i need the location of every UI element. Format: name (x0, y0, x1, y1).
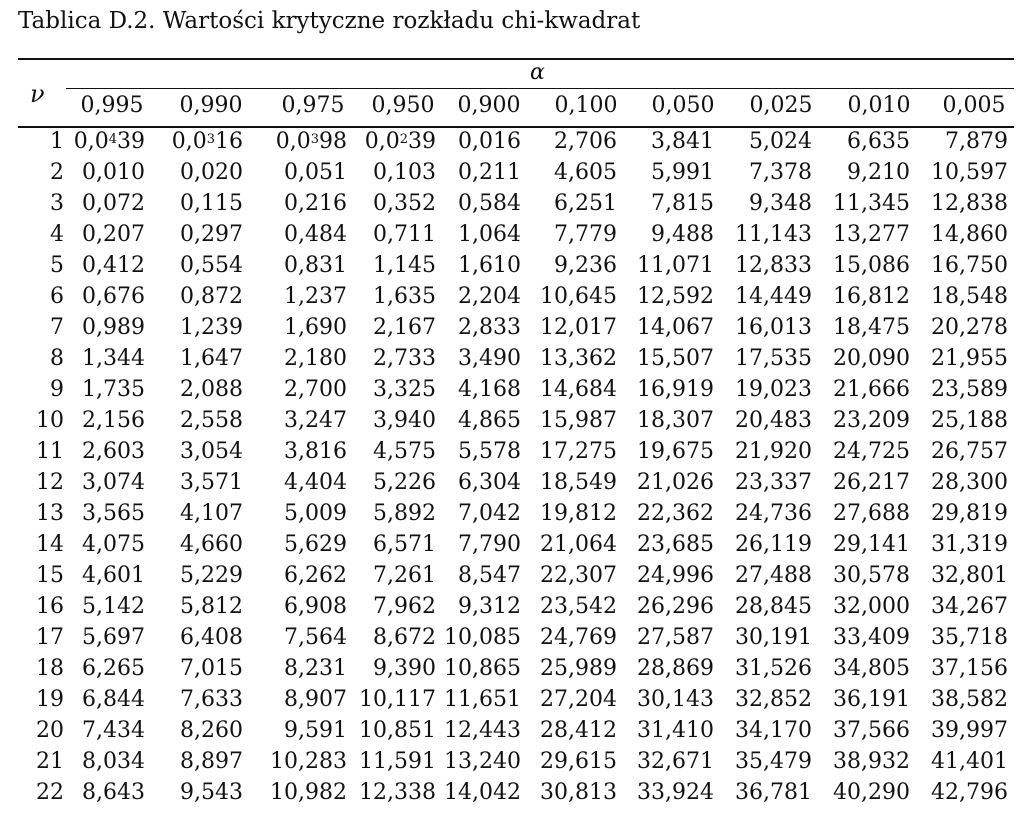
column-header: 0,950 (371, 93, 435, 118)
table-cell: 4,601 (82, 563, 145, 588)
table-cell: 2,180 (284, 346, 347, 371)
table-cell: 11,591 (359, 749, 436, 774)
table-cell: 4,605 (554, 160, 617, 185)
table-cell: 7,261 (373, 563, 436, 588)
table-cell: 28,845 (735, 594, 812, 619)
row-label: 4 (50, 222, 64, 247)
table-cell: 9,348 (749, 191, 812, 216)
row-label: 21 (36, 749, 64, 774)
table-cell: 3,247 (284, 408, 347, 433)
table-cell: 10,117 (359, 687, 436, 712)
table-cell: 39,997 (931, 718, 1008, 743)
table-cell: 6,408 (180, 625, 243, 650)
cell-prefix: 0,0 (73, 129, 109, 154)
table-cell: 33,409 (833, 625, 910, 650)
table-cell: 30,191 (735, 625, 812, 650)
table-cell: 42,796 (931, 780, 1008, 805)
top-rule (18, 58, 1014, 60)
table-cell: 24,725 (833, 439, 910, 464)
table-cell: 12,833 (735, 253, 812, 278)
table-cell: 34,805 (833, 656, 910, 681)
alpha-header: α (530, 60, 545, 85)
column-header: 0,990 (179, 93, 243, 118)
table-cell: 23,209 (833, 408, 910, 433)
table-cell: 9,591 (284, 718, 347, 743)
table-cell: 8,260 (180, 718, 243, 743)
cell-suffix: 39 (408, 129, 436, 154)
table-cell: 8,897 (180, 749, 243, 774)
table-cell: 6,908 (284, 594, 347, 619)
table-cell: 0,676 (82, 284, 145, 309)
table-cell: 37,156 (931, 656, 1008, 681)
table-cell: 12,443 (444, 718, 521, 743)
cell-suffix: 16 (215, 129, 243, 154)
table-cell: 1,647 (180, 346, 243, 371)
nu-header: ν (30, 80, 45, 108)
row-label: 2 (50, 160, 64, 185)
table-cell: 5,629 (284, 532, 347, 557)
table-cell: 14,449 (735, 284, 812, 309)
table-cell: 31,526 (735, 656, 812, 681)
table-cell: 0,989 (82, 315, 145, 340)
table-cell: 3,054 (180, 439, 243, 464)
table-cell: 2,558 (180, 408, 243, 433)
table-cell: 11,143 (735, 222, 812, 247)
table-cell: 3,816 (284, 439, 347, 464)
table-cell: 7,790 (458, 532, 521, 557)
row-label: 9 (50, 377, 64, 402)
table-cell: 15,507 (637, 346, 714, 371)
table-cell: 10,085 (444, 625, 521, 650)
table-cell: 5,009 (284, 501, 347, 526)
table-cell: 10,645 (540, 284, 617, 309)
cell-prefix: 0,0 (171, 129, 207, 154)
table-cell: 12,338 (359, 780, 436, 805)
table-cell: 1,237 (284, 284, 347, 309)
table-cell: 0,016 (458, 129, 521, 154)
table-cell: 21,666 (833, 377, 910, 402)
table-cell: 13,240 (444, 749, 521, 774)
table-cell: 3,571 (180, 470, 243, 495)
table-cell: 2,700 (284, 377, 347, 402)
table-cell: 7,779 (554, 222, 617, 247)
table-cell: 34,170 (735, 718, 812, 743)
table-cell: 7,962 (373, 594, 436, 619)
table-title: Tablica D.2. Wartości krytyczne rozkładu chi-kwadrat (18, 8, 641, 34)
table-cell: 23,685 (637, 532, 714, 557)
table-cell: 6,265 (82, 656, 145, 681)
table-cell: 29,819 (931, 501, 1008, 526)
table-cell: 5,024 (749, 129, 812, 154)
table-cell: 6,262 (284, 563, 347, 588)
table-cell: 17,535 (735, 346, 812, 371)
table-cell: 1,064 (458, 222, 521, 247)
table-cell: 38,932 (833, 749, 910, 774)
table-cell: 15,987 (540, 408, 617, 433)
table-cell: 8,907 (284, 687, 347, 712)
table-cell: 9,543 (180, 780, 243, 805)
table-cell: 32,852 (735, 687, 812, 712)
table-cell (74, 127, 145, 157)
table-cell: 0,872 (180, 284, 243, 309)
column-header: 0,010 (847, 93, 911, 118)
table-cell: 23,542 (540, 594, 617, 619)
table-cell: 22,362 (637, 501, 714, 526)
table-cell: 0,010 (82, 160, 145, 185)
table-cell: 1,635 (373, 284, 436, 309)
table-cell: 8,231 (284, 656, 347, 681)
table-cell: 16,919 (637, 377, 714, 402)
table-cell: 7,378 (749, 160, 812, 185)
table-cell: 3,325 (373, 377, 436, 402)
table-cell: 3,841 (651, 129, 714, 154)
table-cell (276, 127, 347, 157)
table-cell: 21,064 (540, 532, 617, 557)
table-cell: 14,042 (444, 780, 521, 805)
table-cell: 10,865 (444, 656, 521, 681)
table-cell: 8,643 (82, 780, 145, 805)
column-header: 0,995 (80, 93, 144, 118)
table-cell: 6,304 (458, 470, 521, 495)
row-label: 10 (36, 408, 64, 433)
table-cell: 7,434 (82, 718, 145, 743)
table-cell: 16,812 (833, 284, 910, 309)
table-cell: 30,143 (637, 687, 714, 712)
table-cell: 16,013 (735, 315, 812, 340)
table-cell: 3,940 (373, 408, 436, 433)
table-cell: 17,275 (540, 439, 617, 464)
table-cell: 0,584 (458, 191, 521, 216)
table-cell: 23,337 (735, 470, 812, 495)
table-cell: 0,297 (180, 222, 243, 247)
table-cell: 8,034 (82, 749, 145, 774)
table-cell: 21,026 (637, 470, 714, 495)
table-cell: 1,610 (458, 253, 521, 278)
table-cell: 14,860 (931, 222, 1008, 247)
table-cell: 35,479 (735, 749, 812, 774)
table-cell: 4,575 (373, 439, 436, 464)
table-cell: 2,167 (373, 315, 436, 340)
table-cell: 0,072 (82, 191, 145, 216)
table-cell: 14,684 (540, 377, 617, 402)
table-cell: 10,851 (359, 718, 436, 743)
table-cell: 7,015 (180, 656, 243, 681)
table-cell: 7,633 (180, 687, 243, 712)
table-cell: 2,204 (458, 284, 521, 309)
row-label: 5 (50, 253, 64, 278)
table-cell: 23,589 (931, 377, 1008, 402)
table-cell: 19,675 (637, 439, 714, 464)
table-cell: 3,490 (458, 346, 521, 371)
table-cell: 0,211 (458, 160, 521, 185)
table-cell: 33,924 (637, 780, 714, 805)
row-label: 11 (36, 439, 64, 464)
row-label: 19 (36, 687, 64, 712)
column-header: 0,100 (554, 93, 618, 118)
row-label: 7 (50, 315, 64, 340)
table-cell (172, 127, 243, 157)
cell-exponent: 4 (108, 132, 117, 147)
table-cell: 11,651 (444, 687, 521, 712)
table-cell: 24,996 (637, 563, 714, 588)
table-cell: 7,042 (458, 501, 521, 526)
table-cell: 6,571 (373, 532, 436, 557)
table-cell: 40,290 (833, 780, 910, 805)
table-cell: 5,892 (373, 501, 436, 526)
row-label: 20 (36, 718, 64, 743)
table-cell: 36,781 (735, 780, 812, 805)
table-cell: 5,142 (82, 594, 145, 619)
table-cell: 18,475 (833, 315, 910, 340)
row-label: 15 (36, 563, 64, 588)
table-cell: 26,119 (735, 532, 812, 557)
table-cell: 27,688 (833, 501, 910, 526)
table-cell: 26,217 (833, 470, 910, 495)
table-cell: 13,277 (833, 222, 910, 247)
table-cell: 4,168 (458, 377, 521, 402)
table-cell: 12,592 (637, 284, 714, 309)
row-label: 8 (50, 346, 64, 371)
table-cell: 2,603 (82, 439, 145, 464)
cell-exponent: 3 (310, 132, 319, 147)
column-header: 0,050 (651, 93, 715, 118)
table-cell: 0,115 (180, 191, 243, 216)
table-cell: 24,736 (735, 501, 812, 526)
row-label: 16 (36, 594, 64, 619)
table-cell: 7,815 (651, 191, 714, 216)
table-cell: 0,103 (373, 160, 436, 185)
table-cell: 14,067 (637, 315, 714, 340)
table-cell: 18,307 (637, 408, 714, 433)
table-cell: 29,615 (540, 749, 617, 774)
table-cell: 19,023 (735, 377, 812, 402)
table-cell: 8,547 (458, 563, 521, 588)
table-cell: 6,635 (847, 129, 910, 154)
cell-prefix: 0,0 (364, 129, 400, 154)
table-cell: 24,769 (540, 625, 617, 650)
table-cell: 36,191 (833, 687, 910, 712)
table-cell: 5,229 (180, 563, 243, 588)
table-cell: 0,207 (82, 222, 145, 247)
table-cell: 0,554 (180, 253, 243, 278)
table-cell: 26,757 (931, 439, 1008, 464)
table-cell: 6,844 (82, 687, 145, 712)
table-cell: 2,833 (458, 315, 521, 340)
table-cell: 26,296 (637, 594, 714, 619)
table-cell: 21,920 (735, 439, 812, 464)
table-cell: 27,488 (735, 563, 812, 588)
table-cell: 11,345 (833, 191, 910, 216)
table-cell: 18,548 (931, 284, 1008, 309)
table-cell: 20,278 (931, 315, 1008, 340)
cell-suffix: 98 (319, 129, 347, 154)
table-cell: 9,210 (847, 160, 910, 185)
column-header: 0,025 (749, 93, 813, 118)
table-cell: 2,733 (373, 346, 436, 371)
table-cell: 7,879 (945, 129, 1008, 154)
table-cell: 1,735 (82, 377, 145, 402)
table-cell: 32,000 (833, 594, 910, 619)
table-cell: 38,582 (931, 687, 1008, 712)
table-cell: 10,283 (270, 749, 347, 774)
table-cell: 4,075 (82, 532, 145, 557)
column-header: 0,975 (281, 93, 345, 118)
table-cell: 8,672 (373, 625, 436, 650)
table-cell: 19,812 (540, 501, 617, 526)
table-cell: 31,410 (637, 718, 714, 743)
table-cell: 0,711 (373, 222, 436, 247)
table-cell: 10,982 (270, 780, 347, 805)
table-cell: 5,812 (180, 594, 243, 619)
table-cell: 0,216 (284, 191, 347, 216)
table-cell: 32,801 (931, 563, 1008, 588)
table-cell: 1,239 (180, 315, 243, 340)
table-cell: 20,483 (735, 408, 812, 433)
table-cell: 3,565 (82, 501, 145, 526)
table-cell: 35,718 (931, 625, 1008, 650)
table-cell: 32,671 (637, 749, 714, 774)
alpha-rule (66, 88, 1014, 89)
table-cell: 9,312 (458, 594, 521, 619)
table-cell (365, 127, 436, 157)
table-cell: 15,086 (833, 253, 910, 278)
cell-exponent: 3 (206, 132, 215, 147)
table-cell: 1,145 (373, 253, 436, 278)
table-cell: 28,300 (931, 470, 1008, 495)
table-cell: 5,226 (373, 470, 436, 495)
table-cell: 1,690 (284, 315, 347, 340)
table-cell: 31,319 (931, 532, 1008, 557)
table-cell: 21,955 (931, 346, 1008, 371)
table-cell: 0,412 (82, 253, 145, 278)
row-label: 12 (36, 470, 64, 495)
table-cell: 28,869 (637, 656, 714, 681)
table-cell: 1,344 (82, 346, 145, 371)
table-cell: 37,566 (833, 718, 910, 743)
table-cell: 4,107 (180, 501, 243, 526)
table-cell: 9,488 (651, 222, 714, 247)
row-label: 17 (36, 625, 64, 650)
table-cell: 9,236 (554, 253, 617, 278)
table-cell: 2,088 (180, 377, 243, 402)
table-cell: 41,401 (931, 749, 1008, 774)
table-cell: 11,071 (637, 253, 714, 278)
row-label: 1 (50, 129, 64, 154)
table-cell: 3,074 (82, 470, 145, 495)
table-cell: 0,484 (284, 222, 347, 247)
table-cell: 13,362 (540, 346, 617, 371)
table-cell: 28,412 (540, 718, 617, 743)
row-label: 22 (36, 780, 64, 805)
table-cell: 6,251 (554, 191, 617, 216)
table-cell: 0,831 (284, 253, 347, 278)
row-label: 3 (50, 191, 64, 216)
table-cell: 30,813 (540, 780, 617, 805)
table-cell: 4,865 (458, 408, 521, 433)
table-cell: 5,697 (82, 625, 145, 650)
table-cell: 27,204 (540, 687, 617, 712)
row-label: 13 (36, 501, 64, 526)
table-cell: 12,838 (931, 191, 1008, 216)
cell-prefix: 0,0 (275, 129, 311, 154)
table-cell: 30,578 (833, 563, 910, 588)
table-cell: 9,390 (373, 656, 436, 681)
table-cell: 0,051 (284, 160, 347, 185)
table-cell: 2,156 (82, 408, 145, 433)
table-cell: 0,020 (180, 160, 243, 185)
table-cell: 27,587 (637, 625, 714, 650)
table-cell: 20,090 (833, 346, 910, 371)
column-header: 0,900 (457, 93, 521, 118)
table-cell: 12,017 (540, 315, 617, 340)
table-cell: 5,991 (651, 160, 714, 185)
table-cell: 5,578 (458, 439, 521, 464)
row-label: 18 (36, 656, 64, 681)
table-cell: 25,188 (931, 408, 1008, 433)
table-cell: 10,597 (931, 160, 1008, 185)
table-cell: 34,267 (931, 594, 1008, 619)
table-cell: 29,141 (833, 532, 910, 557)
table-cell: 25,989 (540, 656, 617, 681)
table-cell: 16,750 (931, 253, 1008, 278)
table-cell: 2,706 (554, 129, 617, 154)
table-cell: 7,564 (284, 625, 347, 650)
row-label: 14 (36, 532, 64, 557)
table-cell: 0,352 (373, 191, 436, 216)
column-header: 0,005 (942, 93, 1006, 118)
table-cell: 4,404 (284, 470, 347, 495)
row-label: 6 (50, 284, 64, 309)
table-cell: 22,307 (540, 563, 617, 588)
cell-suffix: 39 (117, 129, 145, 154)
table-cell: 18,549 (540, 470, 617, 495)
table-cell: 4,660 (180, 532, 243, 557)
cell-exponent: 2 (399, 132, 408, 147)
